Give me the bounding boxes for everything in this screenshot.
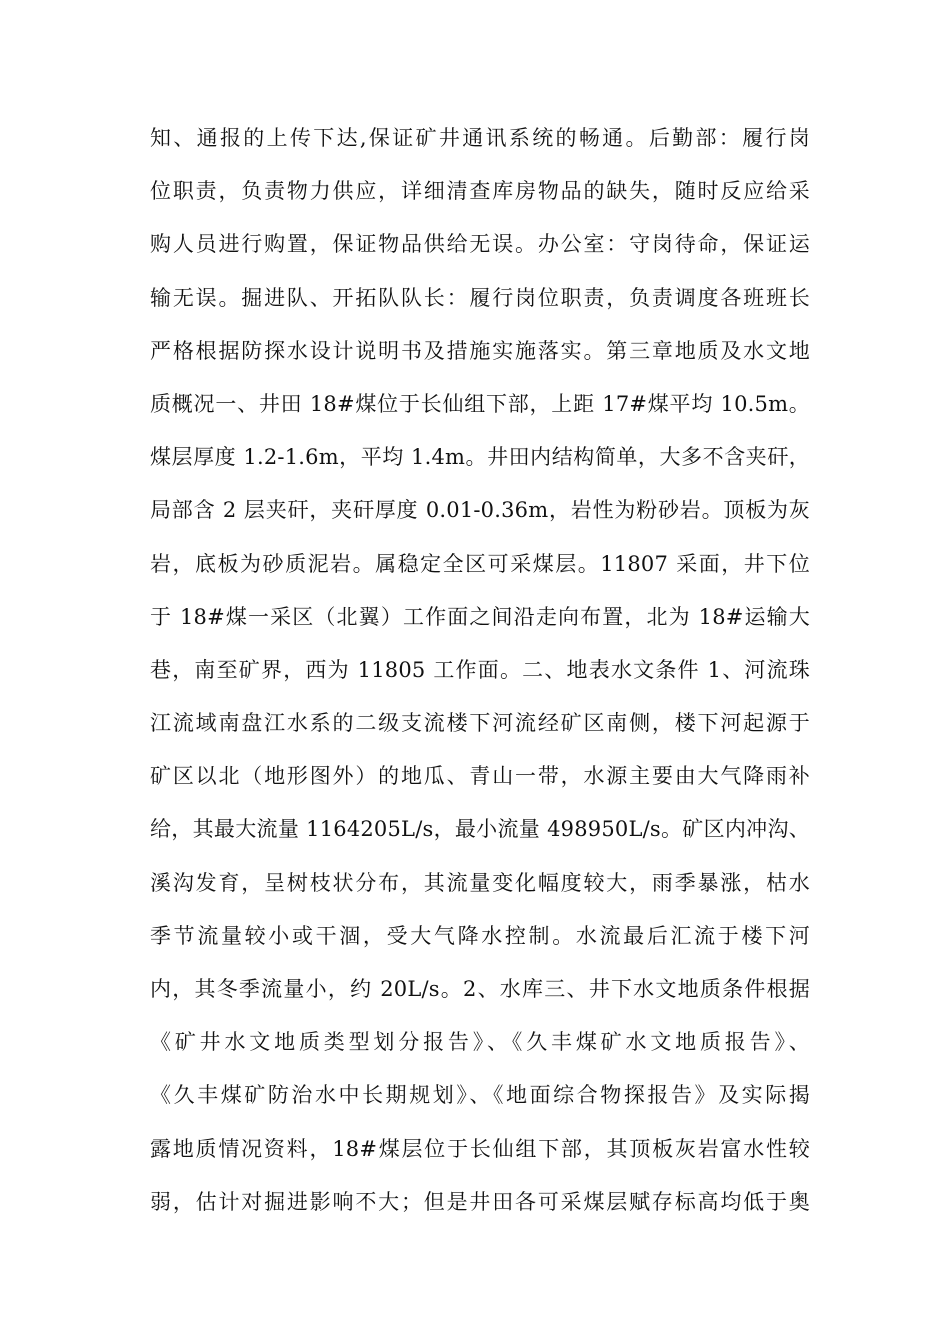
text-line: 弱，估计对掘进影响不大；但是井田各可采煤层赋存标高均低于奥 <box>150 1189 810 1214</box>
text-line: 江流域南盘江水系的二级支流楼下河流经矿区南侧，楼下河起源于 <box>150 711 810 736</box>
text-line: 矿区以北（地形图外）的地瓜、青山一带，水源主要由大气降雨补 <box>150 764 810 789</box>
text-line: 季节流量较小或干涸，受大气降水控制。水流最后汇流于楼下河 <box>150 923 810 948</box>
text-line: 局部含 2 层夹矸，夹矸厚度 0.01-0.36m，岩性为粉砂岩。顶板为灰 <box>150 498 810 523</box>
text-line: 给，其最大流量 1164205L/s，最小流量 498950L/s。矿区内冲沟、 <box>150 817 810 842</box>
text-line: 购人员进行购置，保证物品供给无误。办公室：守岗待命，保证运 <box>150 232 810 257</box>
text-line: 露地质情况资料，18#煤层位于长仙组下部，其顶板灰岩富水性较 <box>150 1136 810 1161</box>
text-line: 煤层厚度 1.2-1.6m，平均 1.4m。井田内结构简单，大多不含夹矸， <box>150 445 810 470</box>
text-line: 溪沟发育，呈树枝状分布，其流量变化幅度较大，雨季暴涨，枯水 <box>150 870 810 895</box>
text-line: 于 18#煤一采区（北翼）工作面之间沿走向布置，北为 18#运输大 <box>150 604 810 629</box>
text-line: 质概况一、井田 18#煤位于长仙组下部，上距 17#煤平均 10.5m。 <box>150 391 810 416</box>
text-line: 位职责，负责物力供应，详细清查库房物品的缺失，随时反应给采 <box>150 179 810 204</box>
text-line: 内，其冬季流量小，约 20L/s。2、水库三、井下水文地质条件根据 <box>150 977 810 1001</box>
text-line: 《矿井水文地质类型划分报告》、《久丰煤矿水文地质报告》、 <box>150 1030 810 1055</box>
text-line: 巷，南至矿界，西为 11805 工作面。二、地表水文条件 1、河流珠 <box>150 657 810 682</box>
text-line: 《久丰煤矿防治水中长期规划》、《地面综合物探报告》及实际揭 <box>150 1083 810 1108</box>
text-line: 输无误。掘进队、开拓队队长：履行岗位职责，负责调度各班班长 <box>150 285 810 310</box>
text-line: 知、通报的上传下达,保证矿井通讯系统的畅通。后勤部：履行岗 <box>150 126 810 150</box>
text-line: 严格根据防探水设计说明书及措施实施落实。第三章地质及水文地 <box>150 338 810 363</box>
body-text <box>150 112 810 1229</box>
text-line: 岩，底板为砂质泥岩。属稳定全区可采煤层。11807 采面，井下位 <box>150 551 810 576</box>
